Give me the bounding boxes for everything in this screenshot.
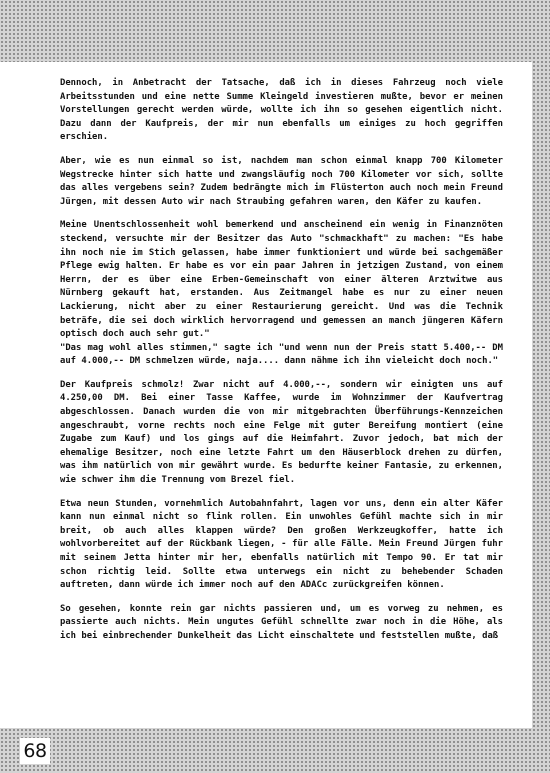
halftone-border-right xyxy=(532,0,550,773)
page-number: 68 xyxy=(23,740,47,762)
halftone-border-top xyxy=(0,0,550,62)
paragraph: "Das mag wohl alles stimmen," sagte ich "und wenn nun der Preis statt 5.400,-- DM auf 4.000,-- DM schmelzen würde, naja.... dann nähme ich ihn vieleicht doch noch." xyxy=(60,342,503,367)
paragraph: Aber, wie es nun einmal so ist, nachdem man schon einmal knapp 700 Kilometer Wegstrecke hinter sich hatte und zwangsläufig noch 700 Kilometer vor sich, sollte das alles vergebens sein? Zudem bedrängte mich im Flüsterton auch noch mein Freund Jürgen, mit dessen Auto wir nach Straubing gefahren waren, den Käfer zu kaufen. xyxy=(60,155,503,207)
page-number-box xyxy=(20,738,50,764)
article-body xyxy=(60,77,503,654)
halftone-border-bottom xyxy=(0,728,550,773)
paragraph: Etwa neun Stunden, vornehmlich Autobahnfahrt, lagen vor uns, denn ein alter Käfer kann nun einmal nicht so flink rollen. Ein unwohles Gefühl machte sich in mir breit, ob auch alles klappen würde? Den großen Werkzeugkoffer, hatte ich wohlvorbereitet auf der Rückbank liegen, - für alle Fälle. Mein Freund Jürgen fuhr mit seinem Jetta hinter mir her, ebenfalls natürlich mit Tempo 90. Er tat mir schon richtig leid. Sollte etwa unterwegs ein nicht zu behebender Schaden auftreten, dann würde ich immer noch auf den ADACc zurückgreifen können. xyxy=(60,498,503,591)
paragraph: Der Kaufpreis schmolz! Zwar nicht auf 4.000,--, sondern wir einigten uns auf 4.250,00 DM. Bei einer Tasse Kaffee, wurde im Wohnzimmer der Kaufvertrag abgeschlossen. Danach wurden die von mir mitgebrachten Überführungs-Kennzeichen angeschraubt, vorne rechts noch eine Felge mit guter Bereifung montiert (eine Zugabe zum Kauf) und los gings auf die Heimfahrt. Zuvor jedoch, bat mich der ehemalige Besitzer, noch eine letzte Fahrt um den Häuserblock drehen zu dürfen, was ihm natürlich von mir gewährt wurde. Es bedurfte keiner Fantasie, zu erkennen, wie schwer ihm die Trennung vom Brezel fiel. xyxy=(60,379,503,486)
paragraph: Dennoch, in Anbetracht der Tatsache, daß ich in dieses Fahrzeug noch viele Arbeitsstunden und eine nette Summe Kleingeld investieren mußte, bevor er meinen Vorstellungen gerecht werden würde, wollte ich ihn so gesehen eigentlich nicht. Dazu dann der Kaufpreis, der mir nun ebenfalls um einiges zu hoch gegriffen erschien. xyxy=(60,78,503,143)
paragraph: Meine Unentschlossenheit wohl bemerkend und anscheinend ein wenig in Finanznöten steckend, versuchte mir der Besitzer das Auto "schmackhaft" zu machen: "Es habe ihn noch nie im Stich gelassen, habe immer funktioniert und würde bei sachgemäßer Pflege ewig halten. Er habe es vor ein paar Jahren in jetzigen Zustand, von einem Herrn, der es über eine Erben-Gemeinschaft von einer älteren Arztwitwe aus Nürnberg gekauft hat, erstanden. Aus Zeitmangel habe es nur zu einer neuen Lackierung, nicht aber zu einer Restaurierung gereicht. Und was die Technik beträfe, die sei doch wirklich hervorragend und gemessen an manch jüngeren Käfern optisch doch auch sehr gut." xyxy=(60,220,503,340)
paragraph: So gesehen, konnte rein gar nichts passieren und, um es vorweg zu nehmen, es passierte auch nichts. Mein ungutes Gefühl schnellte zwar noch in die Höhe, als ich bei einbrechender Dunkelheit das Licht einschaltete und feststellen mußte, daß xyxy=(60,603,503,641)
